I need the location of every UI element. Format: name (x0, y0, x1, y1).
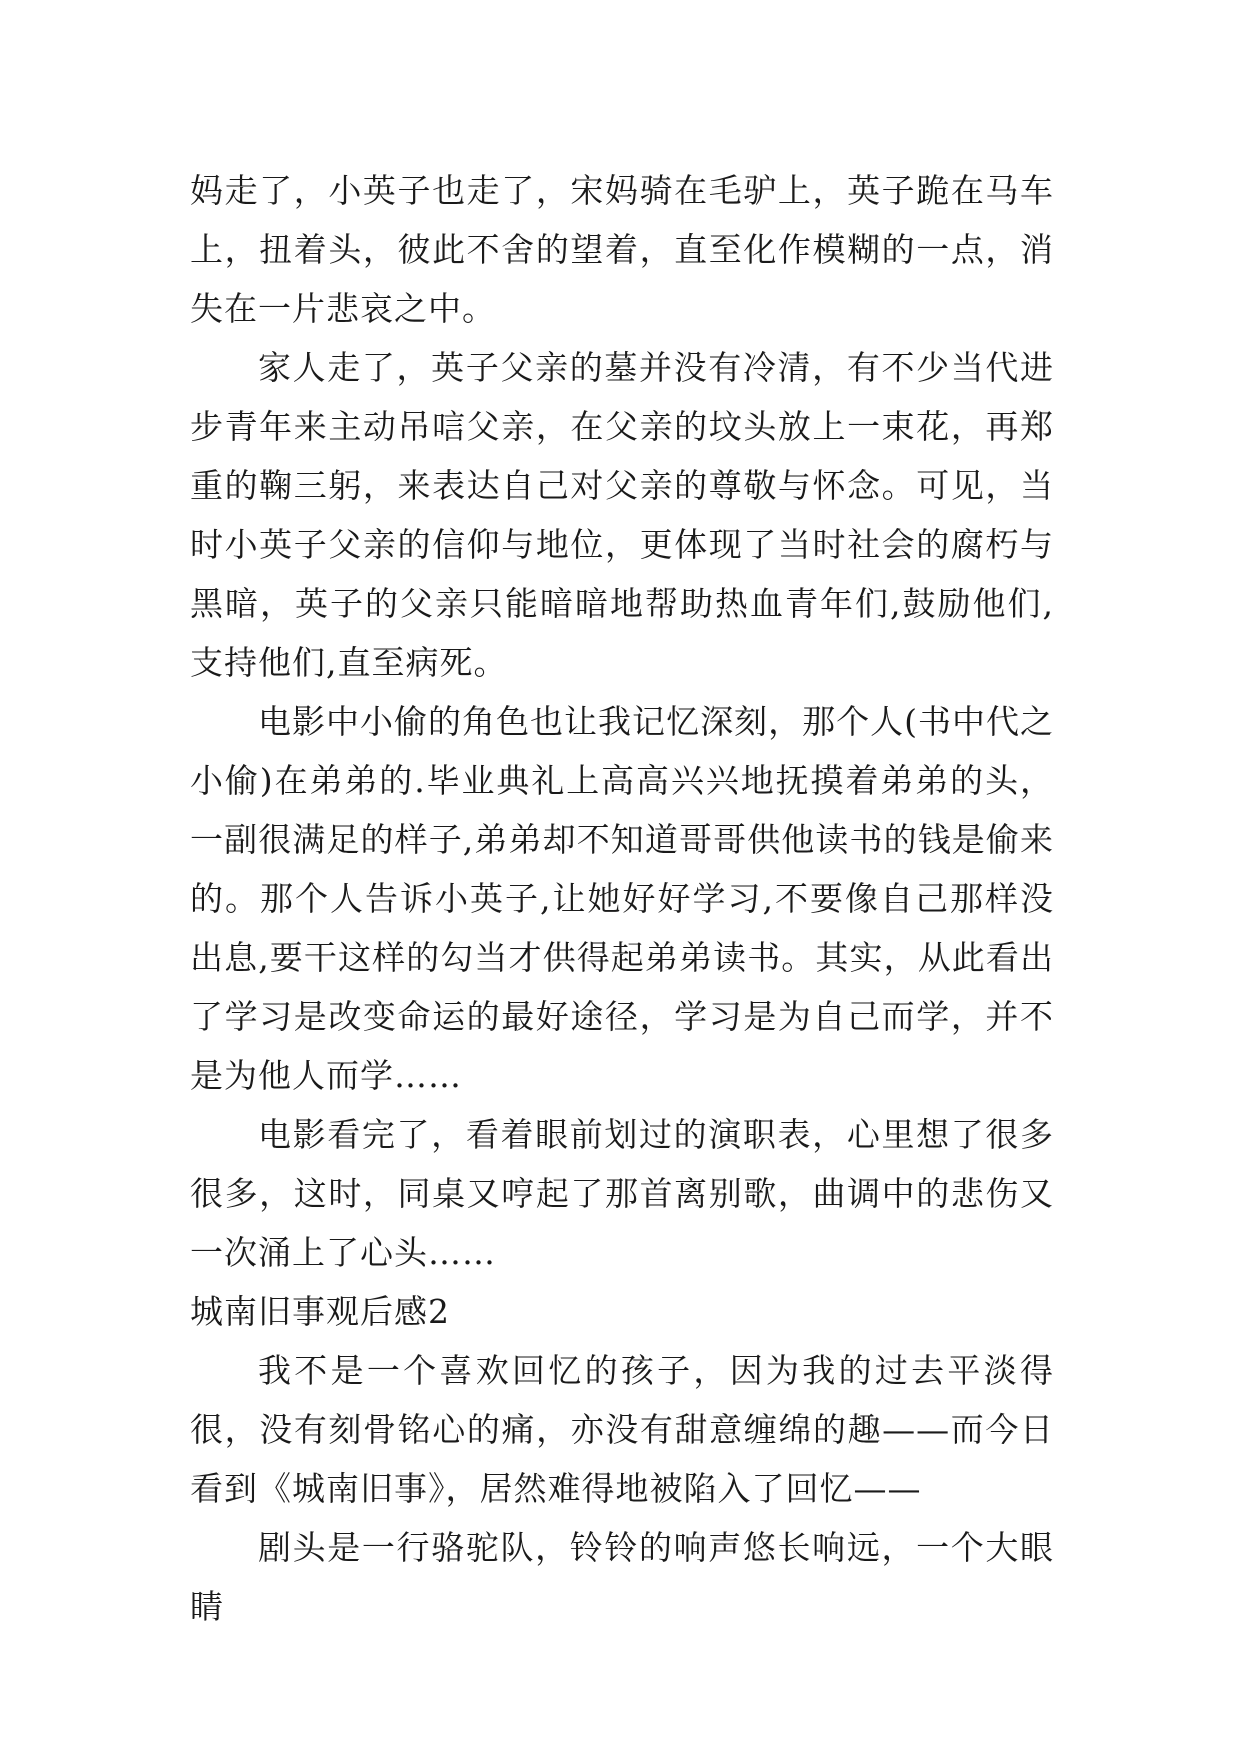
paragraph-3: 电影中小偷的角色也让我记忆深刻，那个人(书中代之小偷)在弟弟的.毕业典礼上高高兴兴地抚摸着弟弟的头，一副很满足的样子,弟弟却不知道哥哥供他读书的钱是偷来的。那个人告诉小英子,让她好好学习,不要像自己那样没出息,要干这样的勾当才供得起弟弟读书。其实，从此看出了学习是改变命运的最好途径，学习是为自己而学，并不是为他人而学…… (190, 702, 1054, 1095)
paragraph-6: 剧头是一行骆驼队，铃铃的响声悠长响远，一个大眼睛 (190, 1528, 1054, 1626)
paragraph-1: 妈走了，小英子也走了，宋妈骑在毛驴上，英子跪在马车上，扭着头，彼此不舍的望着，直至化作模糊的一点，消失在一片悲哀之中。 (190, 171, 1054, 328)
section-heading: 城南旧事观后感2 (190, 1292, 450, 1331)
document-body (190, 161, 1054, 1636)
paragraph-2: 家人走了，英子父亲的墓并没有冷清，有不少当代进步青年来主动吊唁父亲，在父亲的坟头放上一束花，再郑重的鞠三躬，来表达自己对父亲的尊敬与怀念。可见，当时小英子父亲的信仰与地位，更体现了当时社会的腐朽与黑暗，英子的父亲只能暗暗地帮助热血青年们,鼓励他们,支持他们,直至病死。 (190, 348, 1054, 682)
paragraph-5: 我不是一个喜欢回忆的孩子，因为我的过去平淡得很，没有刻骨铭心的痛，亦没有甜意缠绵的趣——而今日看到《城南旧事》，居然难得地被陷入了回忆—— (190, 1351, 1054, 1508)
paragraph-4: 电影看完了，看着眼前划过的演职表，心里想了很多很多，这时，同桌又哼起了那首离别歌，曲调中的悲伤又一次涌上了心头…… (190, 1115, 1054, 1272)
